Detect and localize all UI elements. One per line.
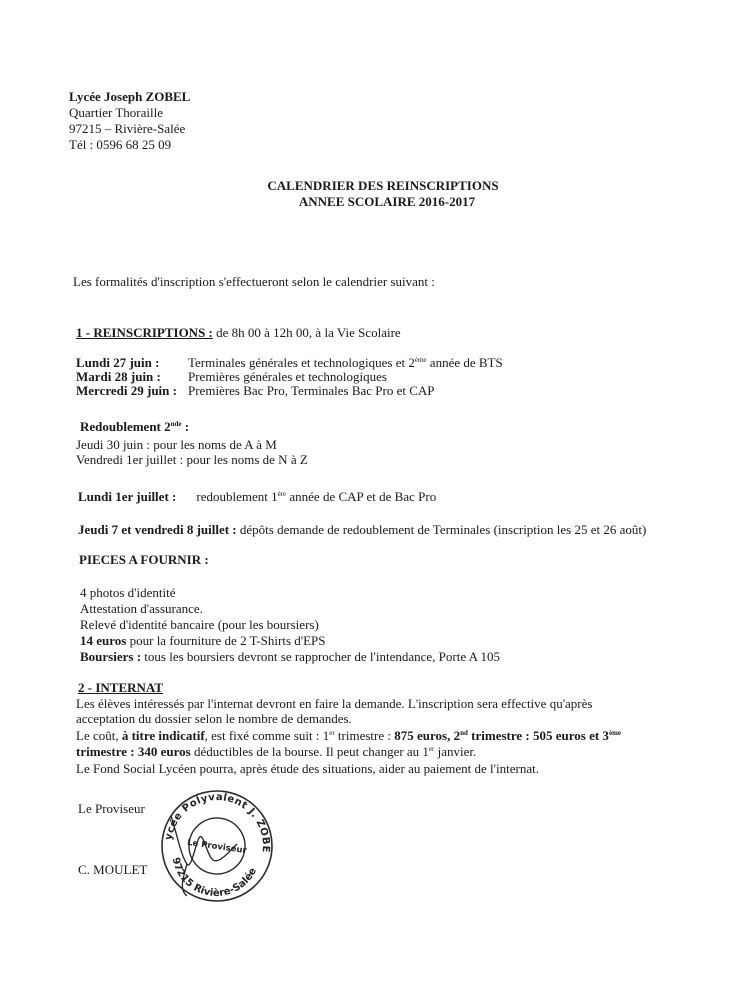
- stamp-bottom-text: 97215 Rivière-Salée: [169, 856, 260, 899]
- euros-amount: 14 euros: [80, 633, 127, 648]
- redoublement-line-2: Vendredi 1er juillet : pour les noms de N à Z: [76, 452, 308, 467]
- pieces-item: 4 photos d'identité: [80, 585, 176, 600]
- school-city: 97215 – Rivière-Salée: [69, 121, 186, 136]
- schedule-desc-end: année de BTS: [426, 355, 503, 370]
- pieces-item-euros: [80, 633, 500, 649]
- cost-sup: er: [329, 729, 335, 737]
- school-district: Quartier Thoraille: [69, 105, 163, 120]
- internat-line-2: acceptation du dossier selon le nombre de demandes.: [76, 711, 352, 726]
- schedule-day: Mercredi 29 juin :: [76, 383, 177, 398]
- cost-text: janvier.: [434, 744, 477, 759]
- schedule-desc: Premières générales et technologiques: [188, 369, 387, 384]
- cost-amount: 875 euros, 2: [394, 728, 461, 743]
- boursiers-label: Boursiers :: [80, 649, 142, 664]
- redoublement-suffix: :: [181, 419, 190, 434]
- signature-stroke: [171, 816, 237, 896]
- svg-text:97215 Rivière-Salée: [165, 855, 260, 905]
- school-stamp: [157, 786, 277, 906]
- schedule-sup: ème: [414, 356, 427, 364]
- redoublement-line-1: Jeudi 30 juin : pour les noms de A à M: [76, 437, 277, 452]
- signature-role: Le Proviseur: [78, 801, 145, 816]
- internat-line-1: Les élèves intéressés par l'internat devront en faire la demande. L'inscription sera effective qu'après: [76, 696, 593, 711]
- document-title: [0, 178, 730, 210]
- boursiers-desc: tous les boursiers devront se rapprocher de l'intendance, Porte A 105: [141, 649, 501, 664]
- jeudi-7-desc: dépôts demande de redoublement de Terminales (inscription les 25 et 26 août): [236, 522, 647, 537]
- redoublement-sup: nde: [170, 420, 182, 428]
- cost-text: déductibles de la bourse. Il peut changer au 1: [190, 744, 429, 759]
- cost-text: trimestre :: [334, 728, 395, 743]
- pieces-item: Attestation d'assurance.: [80, 601, 203, 616]
- school-name: Lycée Joseph ZOBEL: [69, 89, 191, 104]
- signature-name: C. MOULET: [78, 862, 148, 877]
- schedule-day: Mardi 28 juin :: [76, 369, 161, 384]
- cost-indicatif: à titre indicatif: [121, 728, 205, 743]
- cost-sup: nd: [460, 729, 468, 737]
- jeudi-7-row: [78, 522, 646, 537]
- lundi-1er-desc-end: année de CAP et de Bac Pro: [286, 489, 437, 504]
- schedule-list: [76, 355, 503, 399]
- schedule-row: [76, 383, 503, 399]
- section-1-title: 1 - REINSCRIPTIONS :: [76, 325, 213, 340]
- internat-line-4: [76, 744, 476, 759]
- redoublement-heading: [80, 419, 189, 434]
- cost-amount: trimestre : 505 euros et 3: [467, 728, 609, 743]
- internat-cost-line: [76, 728, 621, 743]
- title-line-1: CALENDRIER DES REINSCRIPTIONS: [267, 178, 499, 193]
- stamp-outer-text: Lycée Polyvalent J. ZOBEL: [163, 791, 272, 854]
- intro-text: Les formalités d'inscription s'effectueront selon le calendrier suivant :: [73, 274, 435, 289]
- section-1-heading: [76, 325, 401, 340]
- pieces-list: [80, 585, 500, 665]
- cost-amount: trimestre : 340 euros: [76, 744, 191, 759]
- section-2-heading: 2 - INTERNAT: [78, 680, 163, 695]
- schedule-day: Lundi 27 juin :: [76, 355, 160, 370]
- pieces-item-boursiers: [80, 649, 500, 665]
- stamp-center-text: Le Proviseur: [186, 837, 248, 857]
- lundi-1er-row: [78, 489, 436, 504]
- pieces-item: Relevé d'identité bancaire (pour les boursiers): [80, 617, 319, 632]
- school-phone: Tél : 0596 68 25 09: [69, 137, 172, 152]
- internat-line-5: Le Fond Social Lycéen pourra, après étude des situations, aider au paiement de l'internat.: [76, 761, 539, 776]
- schedule-desc: Premières Bac Pro, Terminales Bac Pro et CAP: [188, 383, 435, 398]
- school-header: [69, 89, 190, 153]
- cost-sup: er: [428, 745, 435, 753]
- cost-text: Le coût,: [76, 728, 122, 743]
- section-1-hours: de 8h 00 à 12h 00, à la Vie Scolaire: [212, 325, 401, 340]
- lundi-1er-day: Lundi 1er juillet :: [78, 489, 177, 504]
- schedule-desc: Terminales générales et technologiques et 2: [188, 355, 415, 370]
- cost-sup: ème: [608, 729, 621, 737]
- title-line-2: ANNEE SCOLAIRE 2016-2017: [298, 194, 476, 209]
- euros-desc: pour la fourniture de 2 T-Shirts d'EPS: [126, 633, 326, 648]
- lundi-1er-sup: ère: [277, 490, 287, 498]
- lundi-1er-desc: redoublement 1: [196, 489, 278, 504]
- jeudi-7-day: Jeudi 7 et vendredi 8 juillet :: [78, 522, 237, 537]
- redoublement-label: Redoublement 2: [80, 419, 171, 434]
- cost-text: , est fixé comme suit : 1: [204, 728, 330, 743]
- pieces-heading: PIECES A FOURNIR :: [79, 552, 209, 567]
